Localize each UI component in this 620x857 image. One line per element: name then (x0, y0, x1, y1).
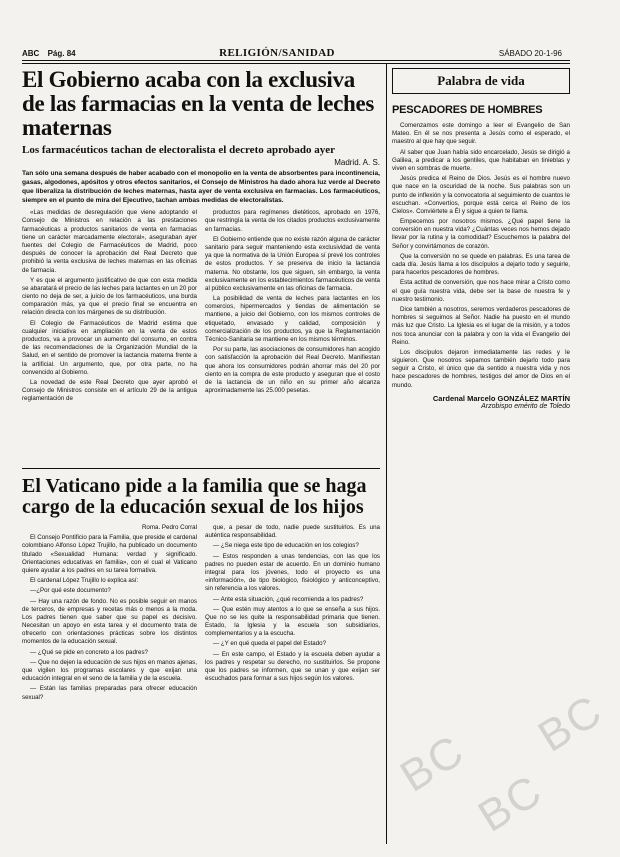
header-rule-double (22, 63, 570, 64)
byline: Madrid. A. S. (334, 158, 380, 168)
answer: — Hay una razón de fondo. No es posible seguir en manos de terceros, de empresas y recetas más o menos a la moda. Los padres tienen que saber que su papel es decisivo. Necesitan un apoyo en esta tarea y el documento trata de ofrecerlo con orientaciones prácticas sobre los distintos momentos de la educación sexual. (22, 597, 197, 646)
page-header (22, 47, 562, 59)
paragraph: El cardenal López Trujillo lo explica así: (30, 577, 139, 585)
watermark: BC (470, 765, 552, 842)
paragraph: Esta actitud de conversión, que nos hace mirar a Cristo como el que guía nuestra vida, debe ser la base de nuestra fe y nuestro testimonio. (392, 279, 570, 303)
question: — Están las familias preparadas para ofrecer educación sexual? (22, 685, 197, 701)
question: — ¿Y en qué queda el papel del Estado? (213, 640, 327, 648)
section-title: RELIGIÓN/SANIDAD (219, 47, 335, 59)
brand-name: ABC (22, 48, 40, 58)
page-number: Pág. 84 (47, 48, 76, 58)
paragraph: El Gobierno entiende que no existe razón alguna de carácter sanitario para seguir manteniendo esta exclusividad de venta ya que la normativa de la Unión Europea sí prevé los controles de estos productos. Y se preserva de inicio la lactancia materna. No obstante, los que siguen, sin embargo, la venta exclusivamente en los establecimientos farmacéuticos de venta al público exclusivamente en las oficinas de farmacia. (205, 235, 380, 292)
header-rule (22, 60, 570, 61)
headline: El Vaticano pide a la familia que se haga cargo de la educación sexual de los hijos (22, 475, 367, 518)
answer: — En este campo, el Estado y la escuela deben ayudar a los padres y respetar su derecho, no sustituirlos. Se propone que los padres se informen, que se unan y que exijan ser escuchados para formar a sus hijos según los valores. (205, 650, 380, 683)
sidebar-box-title: Palabra de vida (392, 68, 570, 94)
paragraph: Dice también a nosotros, seremos verdaderos pescadores de hombres si seguimos al Señor. Nadie ha puesto en el mundo más luz que Cristo. La Iglesia es el lugar de la misión, y a todos nos toca anunciar con la palabra y con la vida el Evangelio del Reino. (392, 305, 570, 346)
question: —¿Por qué este documento? (30, 587, 111, 595)
column-divider (386, 64, 387, 844)
article-vaticano (22, 476, 380, 704)
dateline: Roma. Pedro Corral (141, 524, 197, 531)
watermark: BC (530, 685, 612, 762)
paragraph: El Consejo Pontificio para la Familia, que preside el cardenal colombiano Alfonso López Trujillo, ha publicado un documento titulado «Sexualidad Humana: verdad y significado. Orientaciones educativas en familia», con el cual el Vaticano quiere ayudar a los padres en su tarea formativa. (22, 534, 197, 574)
paragraph: La posibilidad de venta de leches para lactantes en los comercios, hipermercados y tiendas de alimentación se mantiene, a juicio del Gobierno, con los mismos controles de etiquetado, envasado y calidad, composición y comercialización de los productos, ya que la Reglamentación Técnico-Sanitaria se mantiene en los mismos términos. (205, 295, 380, 344)
paragraph: Comenzamos este domingo a leer el Evangelio de San Mateo. En él se nos presenta a Jesús como el esperado, el maestro al que hay que seguir. (392, 122, 570, 146)
paragraph: Jesús predica el Reino de Dios. Jesús es el hombre nuevo que nace en la oscuridad de la noche. Sus palabras son un punto de inflexión y la convocatoria al seguimiento de cuantos le escuchan. «Convertíos, porque está cerca el Reino de los Cielos». Conviértete a Él y sigue a quien te llama. (392, 175, 570, 215)
signature-title: Arzobispo emérito de Toledo (481, 402, 570, 410)
paragraph: «Las medidas de desregulación que viene adoptando el Consejo de Ministros en relación a las prestaciones farmacéuticas a productos sanitarios de venta en farmacias tiene un carácter marcadamente electoral», aseguraban ayer fuentes del Colegio de Farmacéuticos de Madrid, poco después de conocer la aprobación del Real Decreto que prohibió la venta exclusiva de leches maternas en las oficinas de farmacia. (22, 209, 197, 274)
article-column-2 (205, 524, 380, 704)
paragraph: Los discípulos dejaron inmediatamente las redes y le siguieron. Que nosotros sepamos también dejarlo todo para seguir a Cristo, el único que da sentido a nuestra vida y nos hace pescadores de hombres, testigos del amor de Dios en el mundo. (392, 348, 570, 389)
paragraph: que, a pesar de todo, nadie puede sustituirlos. Es una auténtica responsabilidad. (205, 524, 380, 540)
headline: El Gobierno acaba con la exclusiva de las farmacias en la venta de leches maternas (22, 67, 375, 141)
answer: — Que estén muy atentos a lo que se enseña a sus hijos. Que no se les quite la responsabilidad primaria que tienen. Estado, la Iglesia y la escuela son subsidiarios, complementarios y a la escucha. (205, 605, 380, 638)
sidebar-palabra-de-vida (392, 68, 570, 410)
question: — Ante esta situación, ¿qué recomienda a los padres? (213, 595, 364, 603)
article-column-1 (22, 524, 197, 704)
paragraph: Que la conversión no se quede en palabras. Es una tarea de cada día. Jesús llama a los discípulos a dejarlo todo y seguirle, para hacerlos pescadores de hombres. (392, 252, 570, 277)
subheadline: Los farmacéuticos tachan de electoralista el decreto aprobado ayer (22, 144, 336, 157)
header-brand (22, 49, 112, 58)
signature-name: Cardenal Marcelo GONZÁLEZ MARTÍN (432, 393, 570, 403)
article-columns (22, 524, 380, 704)
answer: — Estos responden a unas tendencias, con las que los padres no pueden estar de acuerdo. En un dominio humano integral para los jóvenes, todo el proyecto es una «información», de tipo biológico, fisiológico y anticonceptivo, sin referencia a los valores. (205, 552, 380, 593)
lead-paragraph: Tan sólo una semana después de haber acabado con el monopolio en la venta de absorbentes para incontinencia, gasas, algodones, apósitos y otros efectos sanitarios, el Consejo de Ministros ha dado ahora luz verde al Decreto que liberaliza la distribución de leches maternas, hasta ayer de venta exclusiva en farmacias. Los farmacéuticos, siempre en el punto de mira del Ejecutivo, tachan ambas medidas de electoralistas. (22, 170, 380, 204)
sidebar-text (392, 122, 570, 390)
paragraph: productos para regímenes dietéticos, aprobado en 1976, que restringía la venta de los citados productos exclusivamente en farmacias. (205, 209, 380, 233)
paragraph: Y es que el argumento justificativo de que con esta medida se abaratará el precio de las leches para lactantes en un 20 por ciento no deja de ser, a juicio de los farmacéuticos, una burda comparación más, ya que el precio final se encuentra en relación directa con los márgenes de su distribución. (22, 276, 197, 317)
article-columns (22, 209, 380, 405)
paragraph: El Colegio de Farmacéuticos de Madrid estima que cualquier iniciativa en ampliación en la venta de estos productos, va a provocar un aumento del consumo, en contra de las recomendaciones de la Organización Mundial de la Salud, en el sentido de promover la lactancia materna frente a la artificial. Un argumento, que, por otra parte, no ha convencido al Gobierno. (22, 319, 197, 376)
paragraph: La novedad de este Real Decreto que ayer aprobó el Consejo de Ministros consiste en el artículo 29 de la antigua reglamentación de (22, 378, 197, 403)
watermark: BC (392, 725, 474, 802)
article-farmacias (22, 68, 380, 406)
question: — ¿Se niega este tipo de educación en los colegios? (213, 542, 359, 550)
sidebar-title: PESCADORES DE HOMBRES (392, 104, 543, 116)
issue-date: SÁBADO 20-1-96 (498, 48, 562, 58)
article-column-2 (205, 209, 380, 405)
paragraph: Empecemos por nosotros mismos. ¿Qué papel tiene la conversión en nuestra vida? ¿Cuántas veces nos hemos dejado llevar por la rutina y la comodidad? Escuchemos la palabra del Señor y convirtámonos de corazón. (392, 218, 570, 250)
article-separator (22, 468, 380, 469)
paragraph: Por su parte, las asociaciones de consumidores han acogido con satisfacción la aprobación del Real Decreto. Manifiestan que ahora los consumidores podrán ahorrar más del 20 por ciento en la compra de este producto y aseguran que el costo de la lactancia de un niño en su primer año alcanza aproximadamente las 25.000 pesetas. (205, 346, 380, 395)
answer: — Que no dejen la educación de sus hijos en manos ajenas, que vigilen los programas escolares y que exijan una educación integral en el seno de la familia y de la escuela. (22, 658, 197, 683)
question: — ¿Qué se pide en concreto a los padres? (30, 648, 148, 656)
article-column-1 (22, 209, 197, 405)
paragraph: Al saber que Juan había sido encarcelado, Jesús se dirigió a Galilea, a predicar a los gentiles, que habitaban en tinieblas y viven en sombras de muerte. (392, 148, 570, 172)
